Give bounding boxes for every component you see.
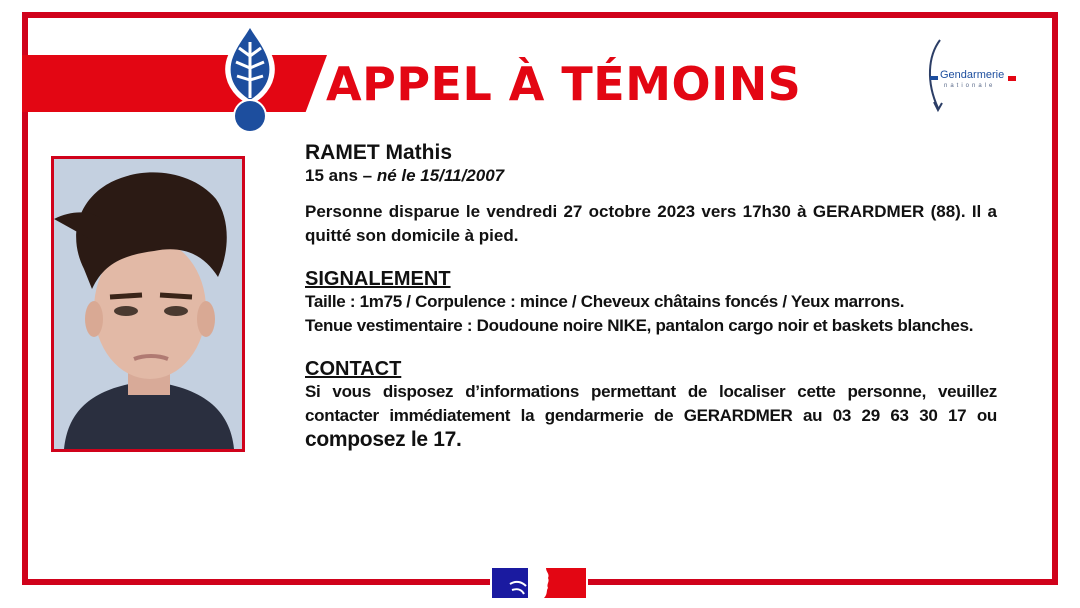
signalement-heading: SIGNALEMENT bbox=[305, 268, 451, 290]
contact-instructions: Si vous disposez d’informations permettant de localiser cette personne, veuillez contacter immédiatement la gendarmerie de GERARDMER au 03 29 63 30 17 ou bbox=[305, 382, 997, 425]
page-title: APPEL À TÉMOINS bbox=[326, 57, 802, 111]
gendarmerie-grenade-icon bbox=[215, 22, 285, 136]
person-name: RAMET Mathis bbox=[305, 141, 452, 164]
notice-content bbox=[305, 140, 997, 453]
contact-heading: CONTACT bbox=[305, 358, 402, 380]
missing-person-photo bbox=[51, 156, 245, 452]
logo-text: Gendarmerie bbox=[940, 69, 1005, 81]
republique-francaise-logo bbox=[490, 564, 588, 602]
physical-description: Taille : 1m75 / Corpulence : mince / Cheveux châtains foncés / Yeux marrons. bbox=[305, 292, 905, 311]
contact-text bbox=[305, 380, 997, 453]
person-age-birth bbox=[305, 165, 997, 187]
disappearance-details: Personne disparue le vendredi 27 octobre 2023 vers 17h30 à GERARDMER (88). Il a quitté son domicile à pied. bbox=[305, 202, 997, 245]
marianne-icon bbox=[490, 564, 588, 602]
person-age: 15 ans – bbox=[305, 166, 373, 185]
person-birthdate: né le 15/11/2007 bbox=[376, 166, 505, 185]
portrait-image bbox=[54, 159, 242, 449]
gendarmerie-nationale-logo bbox=[922, 38, 1022, 118]
emergency-number-callout: composez le 17. bbox=[305, 428, 462, 451]
clothing-description: Tenue vestimentaire : Doudoune noire NIKE, pantalon cargo noir et baskets blanches. bbox=[305, 316, 974, 335]
logo-subtext: nationale bbox=[944, 83, 996, 89]
